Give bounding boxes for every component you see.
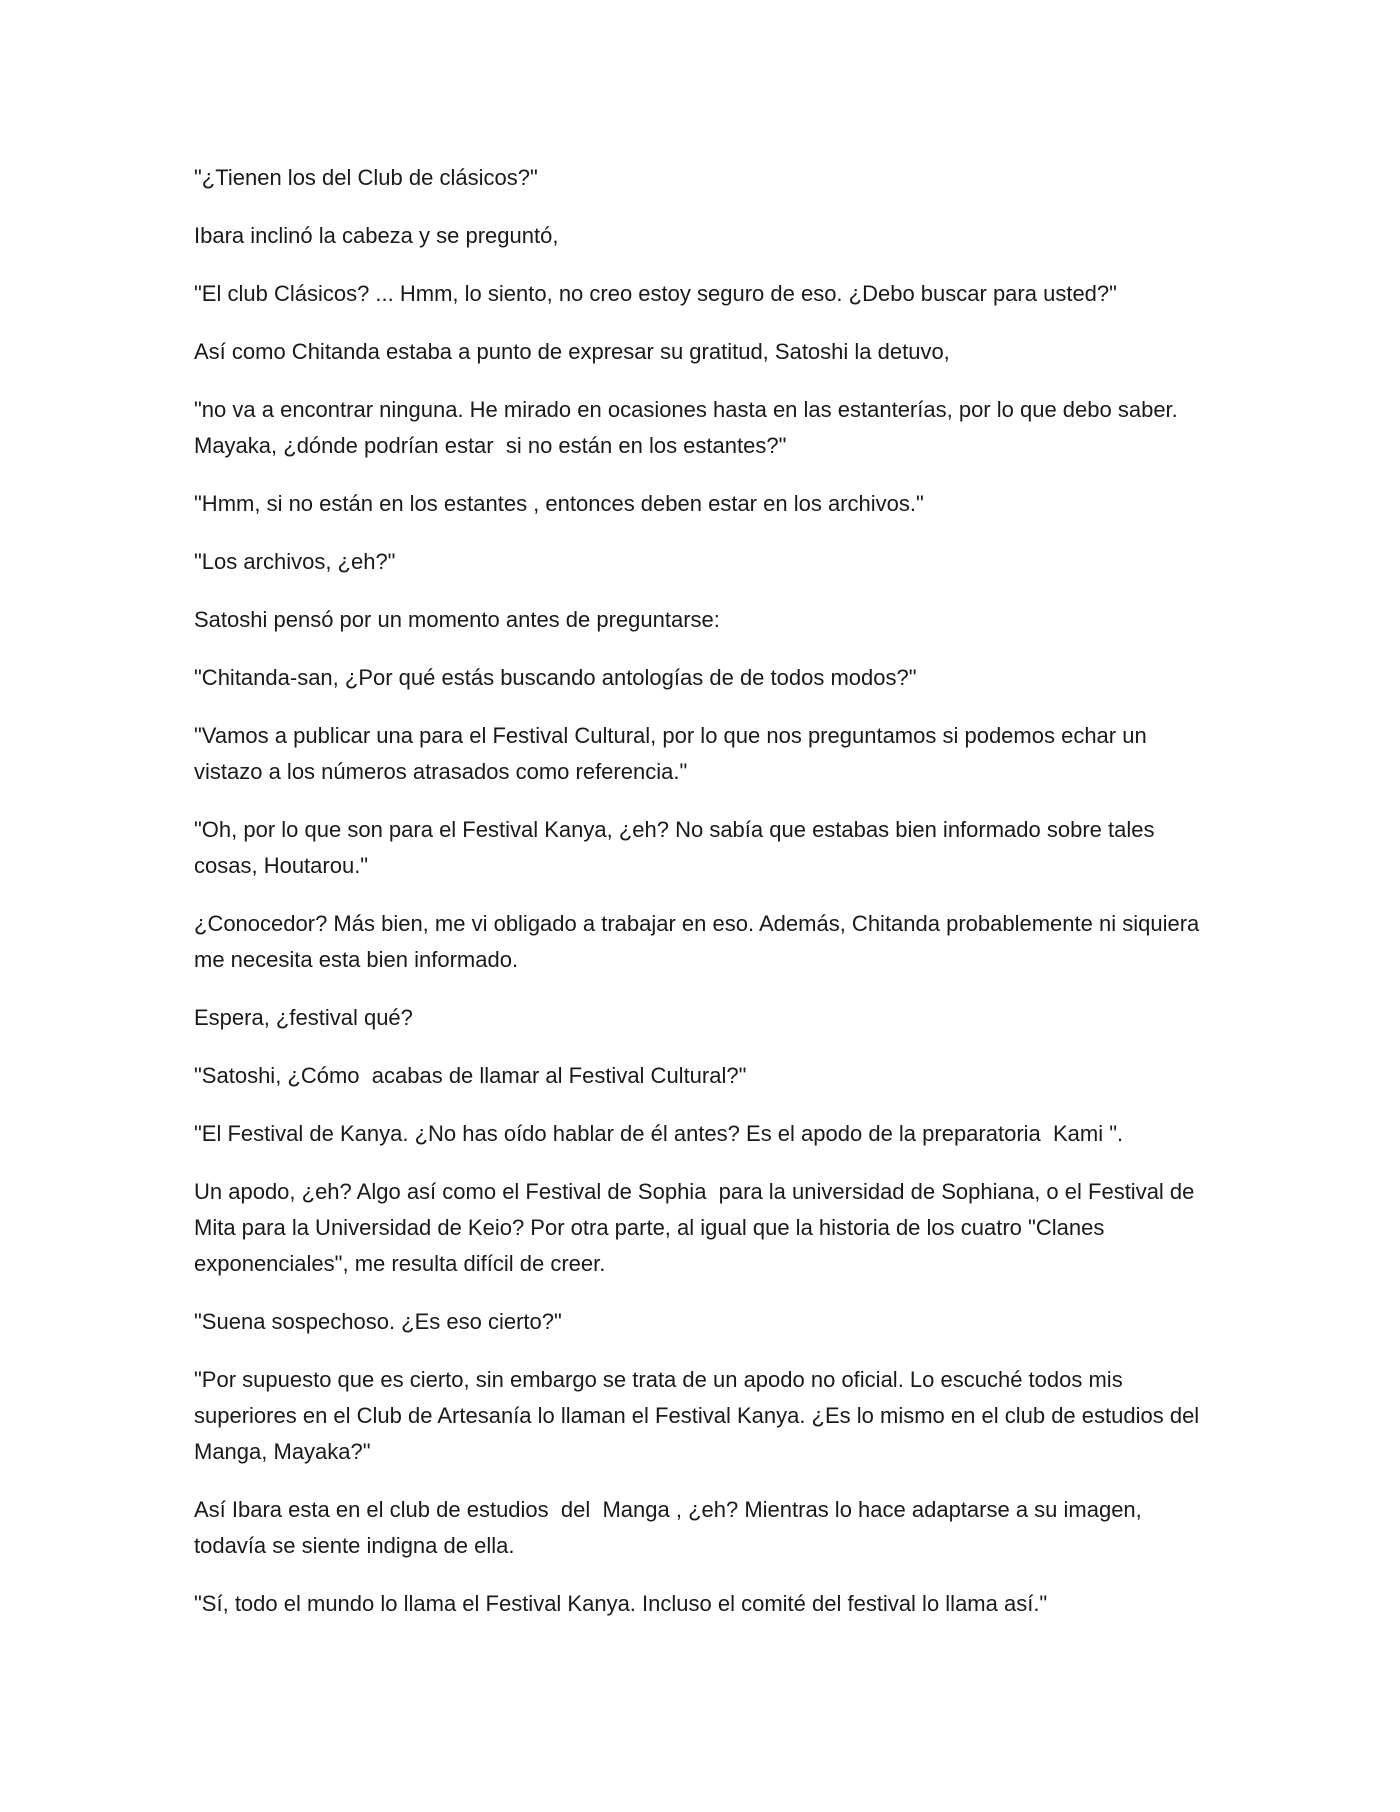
paragraph: "Sí, todo el mundo lo llama el Festival Kanya. Incluso el comité del festival lo llama así." xyxy=(194,1591,1048,1616)
paragraph: Así como Chitanda estaba a punto de expresar su gratitud, Satoshi la detuvo, xyxy=(194,339,950,364)
document-body xyxy=(194,160,1212,1644)
paragraph: "¿Tienen los del Club de clásicos?" xyxy=(194,165,538,190)
paragraph: "El Festival de Kanya. ¿No has oído hablar de él antes? Es el apodo de la preparatoria Kami ". xyxy=(194,1121,1124,1146)
paragraph: "El club Clásicos? ... Hmm, lo siento, no creo estoy seguro de eso. ¿Debo buscar para usted?" xyxy=(194,281,1117,306)
paragraph: "Hmm, si no están en los estantes , entonces deben estar en los archivos." xyxy=(194,491,924,516)
paragraph: ¿Conocedor? Más bien, me vi obligado a trabajar en eso. Además, Chitanda probablemente ni siquiera me necesita esta bien informado. xyxy=(194,911,1206,972)
paragraph: Un apodo, ¿eh? Algo así como el Festival de Sophia para la universidad de Sophiana, o el Festival de Mita para la Universidad de Keio? Por otra parte, al igual que la historia de los cuatro "Clanes exponenciales", me resulta difícil de creer. xyxy=(194,1179,1201,1276)
paragraph: Espera, ¿festival qué? xyxy=(194,1005,413,1030)
paragraph: "Por supuesto que es cierto, sin embargo se trata de un apodo no oficial. Lo escuché todos mis superiores en el Club de Artesanía lo llaman el Festival Kanya. ¿Es lo mismo en el club de estudios del Manga, Mayaka?" xyxy=(194,1367,1212,1464)
paragraph: Así Ibara esta en el club de estudios del Manga , ¿eh? Mientras lo hace adaptarse a su imagen, todavía se siente indigna de ella. xyxy=(194,1497,1148,1558)
paragraph: "Vamos a publicar una para el Festival Cultural, por lo que nos preguntamos si podemos echar un vistazo a los números atrasados como referencia." xyxy=(194,723,1153,784)
paragraph: "Chitanda-san, ¿Por qué estás buscando antologías de de todos modos?" xyxy=(194,665,917,690)
paragraph: "Oh, por lo que son para el Festival Kanya, ¿eh? No sabía que estabas bien informado sobre tales cosas, Houtarou." xyxy=(194,817,1161,878)
paragraph: Ibara inclinó la cabeza y se preguntó, xyxy=(194,223,559,248)
paragraph: "Satoshi, ¿Cómo acabas de llamar al Festival Cultural?" xyxy=(194,1063,747,1088)
paragraph: "Los archivos, ¿eh?" xyxy=(194,549,396,574)
paragraph: "no va a encontrar ninguna. He mirado en ocasiones hasta en las estanterías, por lo que debo saber. Mayaka, ¿dónde podrían estar si no están en los estantes?" xyxy=(194,397,1184,458)
paragraph: Satoshi pensó por un momento antes de preguntarse: xyxy=(194,607,720,632)
paragraph: "Suena sospechoso. ¿Es eso cierto?" xyxy=(194,1309,562,1334)
